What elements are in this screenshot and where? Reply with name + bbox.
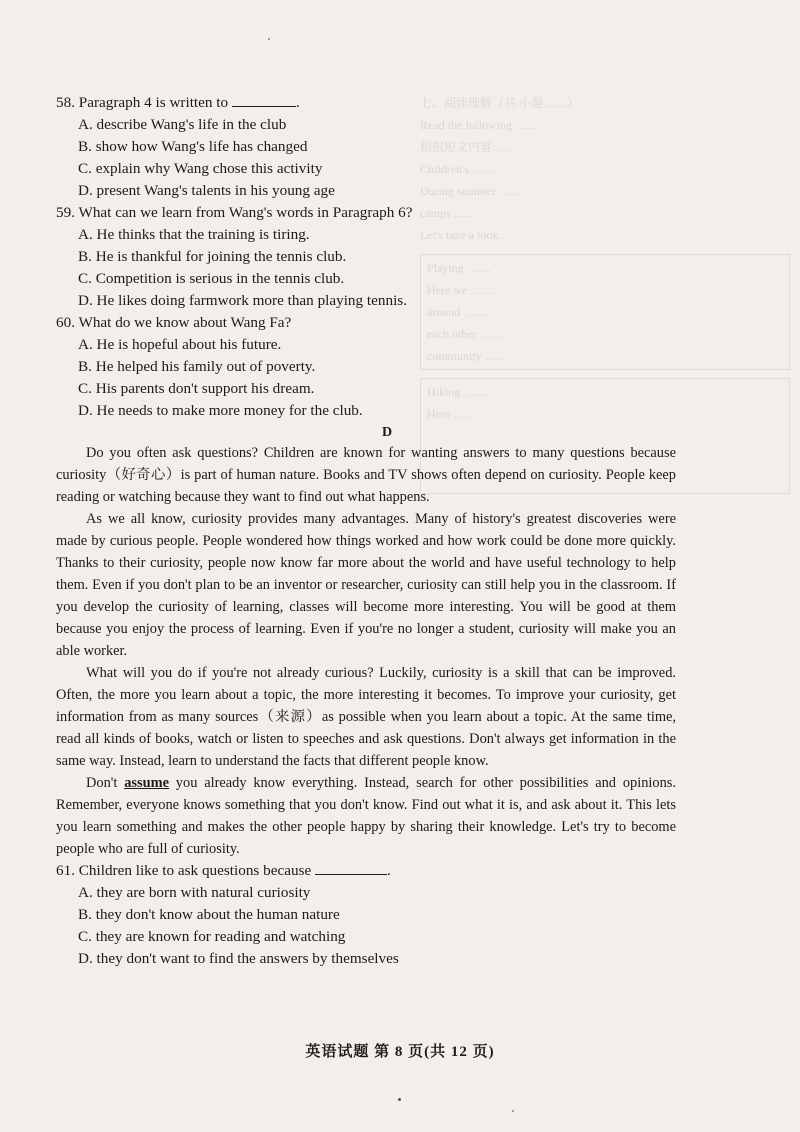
answer-blank[interactable] — [232, 92, 296, 107]
bleed-line: camps …… — [420, 206, 478, 220]
question-58 — [56, 92, 678, 114]
question-stem-end: . — [386, 862, 391, 879]
bleed-line: Here …… — [427, 407, 478, 421]
option-59-d[interactable]: D. He likes doing farmwork more than playing tennis. — [78, 292, 407, 309]
option-58-a[interactable]: A. describe Wang's life in the club — [78, 116, 287, 133]
bleed-line: Let's take a look. — [420, 228, 502, 242]
passage-paragraph-1: Do you often ask questions? Children are known for wanting answers to many questions because curiosity（好奇心）is part of human nature. Books and TV shows often depend on curiosity. People keep reading or watching because they want to find out what happens. — [56, 445, 676, 505]
page-footer: 英语试题 第 8 页(共 12 页) — [305, 1044, 495, 1060]
scan-speck — [512, 1110, 514, 1112]
scan-speck — [268, 38, 270, 40]
question-61 — [56, 860, 678, 882]
option-60-d[interactable]: D. He needs to make more money for the club. — [78, 402, 363, 419]
question-stem: 58. Paragraph 4 is written to — [56, 94, 232, 111]
passage-paragraph-3: What will you do if you're not already curious? Luckily, curiosity is a skill that can be improved. Often, the more you learn about a topic, the more interesting it becomes. To improve your curiosity, get information from as many sources（来源）as possible when you learn about a topic. At the same time, read all kinds of books, watch or listen to speeches and ask questions. Don't always get information in the same way. Instead, learn to understand the facts that different people know. — [56, 665, 676, 769]
bleed-line: 七、阅读理解（共 小题……） — [420, 96, 580, 110]
bleed-line: community …… — [427, 349, 509, 363]
bleed-line: each other …… — [427, 327, 504, 341]
bleed-line: During summer …… — [420, 184, 523, 198]
option-58-d[interactable]: D. present Wang's talents in his young age — [78, 182, 335, 199]
bleed-line: Hiking …… — [427, 385, 488, 399]
option-60-a[interactable]: A. He is hopeful about his future. — [78, 336, 282, 353]
underlined-word: assume — [124, 775, 169, 791]
option-60-b[interactable]: B. He helped his family out of poverty. — [78, 358, 316, 375]
scan-dot — [398, 1098, 401, 1101]
section-label: D — [381, 425, 393, 440]
bleed-line: Children's …… — [420, 162, 496, 176]
passage-paragraph-2: As we all know, curiosity provides many advantages. Many of history's greatest discoveries were made by curious people. People wondered how things worked and how work could be done more quickly. Thanks to their curiosity, people now know far more about the world and have useful technology to help them. Even if you don't plan to be an inventor or researcher, curiosity can still help you in the classroom. If you develop the curiosity of learning, classes will become more interesting. You will be good at them because you enjoy the process of learning. Even if you're no longer a student, curiosity will make you an able worker. — [56, 511, 676, 659]
paragraph-text: you already know everything. Instead, search for other possibilities and opinions. Remember, everyone knows something that you don't know. Find out what it is, and ask about it. This lets you learn something and makes the other people happy by sharing their knowledge. Let's try to become people who are full of curiosity. — [56, 775, 676, 857]
question-59: 59. What can we learn from Wang's words in Paragraph 6? — [56, 204, 413, 221]
option-61-b[interactable]: B. they don't know about the human nature — [78, 906, 340, 923]
question-stem: 61. Children like to ask questions because — [56, 862, 315, 879]
question-stem-end: . — [295, 94, 300, 111]
option-58-c[interactable]: C. explain why Wang chose this activity — [78, 160, 323, 177]
option-59-c[interactable]: C. Competition is serious in the tennis club. — [78, 270, 345, 287]
paragraph-text: Don't — [86, 775, 125, 791]
question-60: 60. What do we know about Wang Fa? — [56, 314, 292, 331]
reading-passage — [56, 442, 676, 860]
option-61-c[interactable]: C. they are known for reading and watching — [78, 928, 346, 945]
bleed-line: Here we …… — [427, 283, 495, 297]
option-58-b[interactable]: B. show how Wang's life has changed — [78, 138, 308, 155]
option-59-a[interactable]: A. He thinks that the training is tiring. — [78, 226, 310, 243]
page-content — [56, 92, 678, 970]
option-61-a[interactable]: A. they are born with natural curiosity — [78, 884, 311, 901]
passage-paragraph-4 — [56, 772, 676, 860]
bleed-line: Read the following …… — [420, 118, 539, 132]
bleed-line: Playing …… — [427, 261, 491, 275]
option-61-d[interactable]: D. they don't want to find the answers by themselves — [78, 950, 399, 967]
option-59-b[interactable]: B. He is thankful for joining the tennis club. — [78, 248, 347, 265]
answer-blank[interactable] — [315, 860, 387, 875]
bleed-line: around …… — [427, 305, 488, 319]
bleed-line: 根据短文内容…… — [420, 140, 517, 154]
option-60-c[interactable]: C. His parents don't support his dream. — [78, 380, 315, 397]
